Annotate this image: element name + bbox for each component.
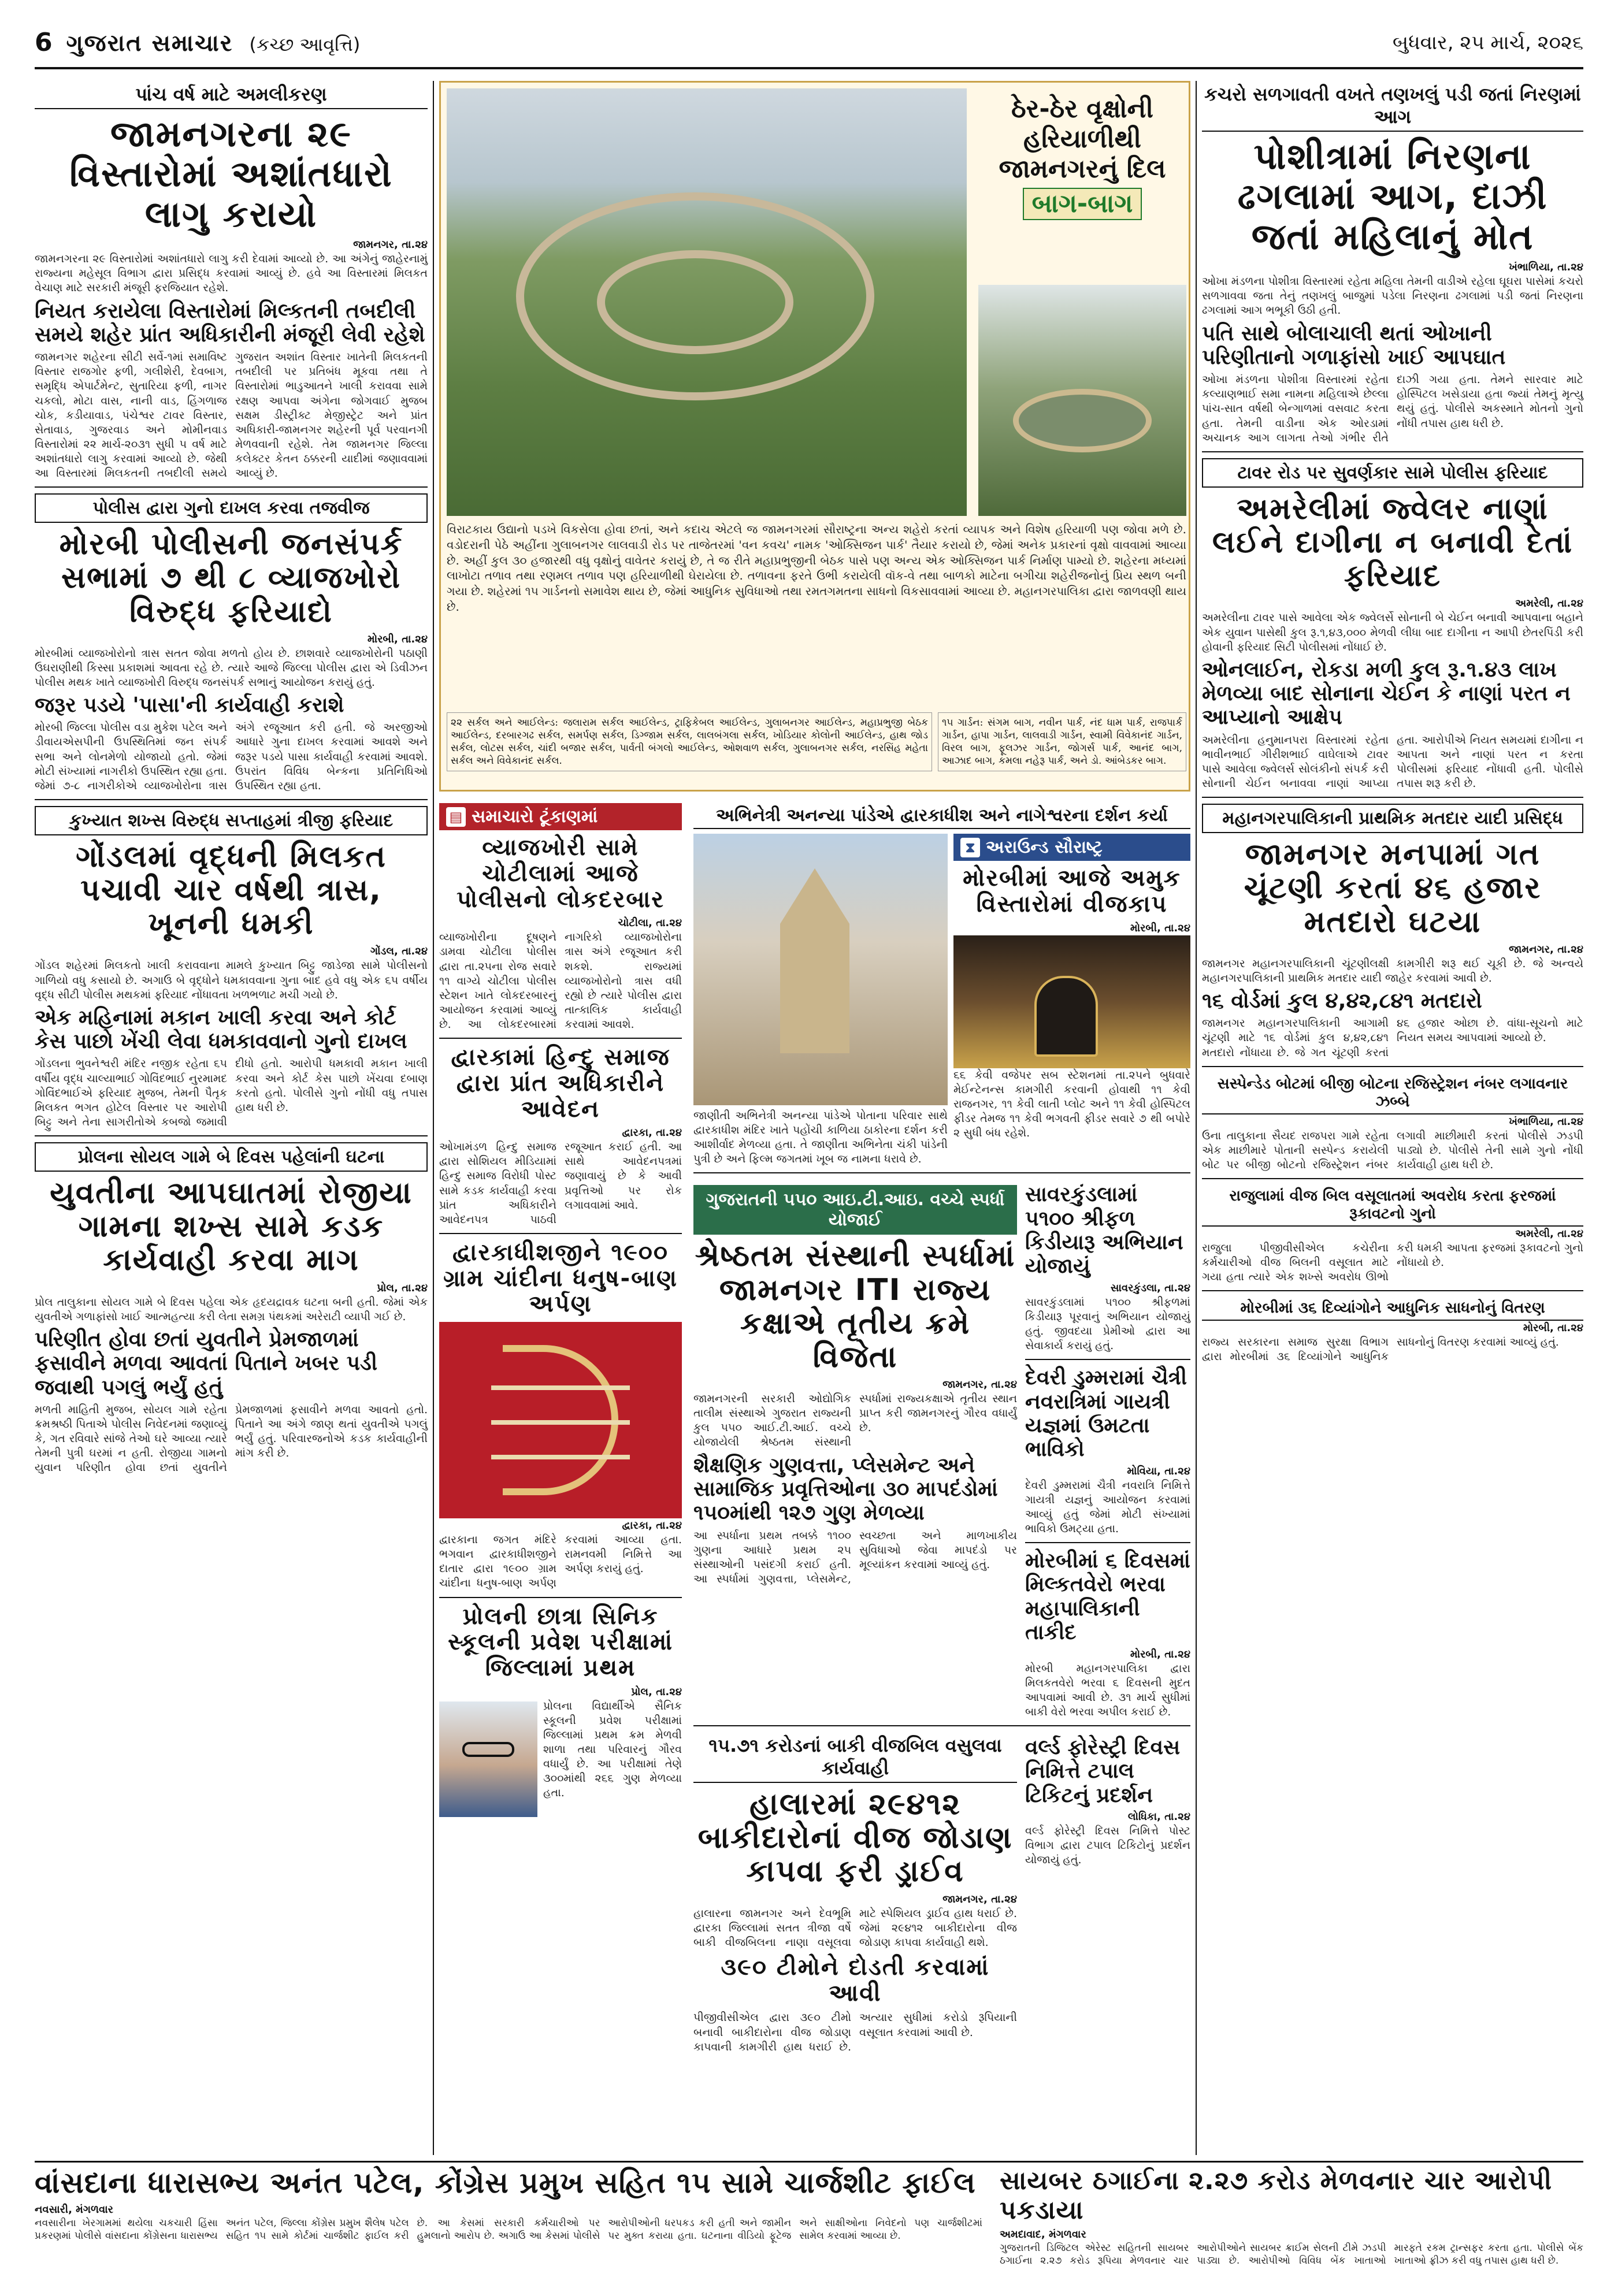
divider [1025, 1542, 1190, 1543]
story-subhead: ૧૬ વોર્ડમાં કુલ ૪,૪૨,૮૪૧ મતદારો [1202, 989, 1482, 1013]
dateline: દ્વારકા, તા.૨૪ [622, 1519, 682, 1532]
briefs-column [439, 803, 682, 1819]
dateline: જામનગર, તા.૨૪ [942, 1379, 1017, 1391]
dateline: અમદાવાદ, મંગળવાર [1000, 2228, 1086, 2241]
column-middle [439, 81, 1190, 792]
story-body: પીજીવીસીએલ દ્વારા ૩૯૦ ટીમો બનાવી બાકીદારોના વીજ જોડાણ કાપવાની કામગીરી હાથ ધરાઈ છે. અત્યાર સુધીમાં કરોડો રૂપિયાની વસૂલાત કરવામાં આવી છે. [693, 2011, 1017, 2053]
story-body: દ્વારકાના જગત મંદિરે ભગવાન દ્વારકાધીશજીને દાતાર દ્વારા ૧૯૦૦ ગ્રામ ચાંદીના ધનુષ-બાણ અર્પણ કરવામાં આવ્યા હતા. રામનવમી નિમિત્તે આ અર્પણ કરાયું હતું. [439, 1533, 682, 1590]
dateline: મોરબી, તા.૨૪ [1130, 922, 1190, 934]
story-headline: સાયબર ઠગાઈના ૨.૨૭ કરોડ મેળવનાર ચાર આરોપી પકડાયા [1000, 2166, 1553, 2225]
photo-feature [439, 81, 1190, 792]
story-body: આ સ્પર્ધાના પ્રથમ તબક્કે ૧૧૦૦ ગુણના આધારે પ્રથમ ૨૫ સંસ્થાઓની પસંદગી કરાઈ હતી. આ સ્પર્ધામાં ગુણવત્તા, પ્લેસમેન્ટ, સ્વચ્છતા અને માળખાકીય સુવિધાઓ જેવા માપદંડો પર મૂલ્યાંકન કરવામાં આવ્યું હતું. [693, 1529, 1017, 1585]
story-body: હાલારના જામનગર અને દેવભૂમિ દ્વારકા જિલ્લામાં સતત ત્રીજા વર્ષે બાકી વીજબિલના નાણા વસૂલવા માટે સ્પેશિયલ ડ્રાઈવ હાથ ધરાઈ છે. જેમાં ૨૯૪૧૨ બાકીદારોના વીજ જોડાણ કાપવા કાર્યવાહી થશે. [693, 1907, 1017, 1949]
story-body: મોરબી મહાનગરપાલિકા દ્વારા મિલકતવેરો ભરવા ૬ દિવસની મુદત આપવામાં આવી છે. ૩૧ માર્ચ સુધીમાં બાકી વેરો ભરવા અપીલ કરાઈ છે. [1025, 1662, 1190, 1718]
dateline: ખંભાળિયા, તા.૨૪ [1509, 261, 1583, 274]
story-body: રાજ્ય સરકારના સમાજ સુરક્ષા વિભાગ દ્વારા મોરબીમાં ૩૬ દિવ્યાંગોને આધુનિક સાધનોનું વિતરણ કરવામાં આવ્યું હતું. [1202, 1336, 1559, 1364]
story-subhead: જરૂર પડયે 'પાસા'ની કાર્યવાહી કરાશે [35, 693, 344, 717]
hourglass-icon: ⧗ [960, 838, 980, 857]
newspaper-icon: ▤ [446, 807, 466, 827]
dateline: જામનગર, તા.૨૪ [942, 1893, 1017, 1905]
story-kicker: કચરો સળગાવતી વખતે તણખલું પડી જતાં નિરણમાં આગ [1202, 81, 1583, 132]
divider [439, 1233, 682, 1234]
silver-bow-arrow-photo [439, 1322, 682, 1518]
story-body: જામનગર મહાનગરપાલિકાની આગામી ચૂંટણી માટે ૧૬ વોર્ડમાં કુલ ૪,૪૨,૮૪૧ મતદારો નોંધાયા છે. જે ગત ચૂંટણી કરતાં ૪૬ હજાર ઓછા છે. વાંધા-સૂચનો માટે નિયત સમય આપવામાં આવ્યો છે. [1202, 1017, 1583, 1059]
dateline: ખંભાળિયા, તા.૨૪ [1509, 1115, 1583, 1128]
story-headline: મોરબી પોલીસની જનસંપર્ક સભામાં ૭ થી ૮ વ્યાજખોરો વિરુદ્ધ ફરિયાદો [59, 527, 403, 629]
divider [35, 1135, 428, 1136]
story-headline: હાલારમાં ૨૯૪૧૨ બાકીદારોનાં વીજ જોડાણ કાપવા ફરી ડ્રાઈવ [697, 1786, 1013, 1889]
story-body: મોરબી જિલ્લા પોલીસ વડા મુકેશ પટેલ અને ડીવાયએસપીની ઉપસ્થિતિમાં જન સંપર્ક સભા અને લોનમેળો યોજાયો હતો. જેમાં મોટી સંખ્યામાં નાગરીકો ઉપસ્થિત રહ્યા હતા. જેમાં ૭-૮ નાગરીકોએ વ્યાજખોરોના ત્રાસ અંગે રજૂઆત કરી હતી. જે અરજીઓ આધારે ગુના દાખલ કરવામાં આવશે અને જરૂર પડયે પાસા કાર્યવાહી કરવામાં આવશે. ઉપરાંત વિવિધ બેન્કના પ્રતિનિધિઓ ઉપસ્થિત રહ્યા હતા. [35, 721, 428, 792]
story-kicker: ટાવર રોડ પર સુવર્ણકાર સામે પોલીસ ફરિયાદ [1202, 458, 1583, 488]
story-kicker: ગુજરાતની ૫૫૦ આઇ.ટી.આઇ. વચ્ચે સ્પર્ધા યોજાઈ [693, 1185, 1017, 1235]
story-kicker: મોરબીમાં ૩૬ દિવ્યાંગોને આધુનિક સાધનોનું વિતરણ [1202, 1297, 1583, 1321]
dateline: દ્વારકા, તા.૨૪ [622, 1127, 682, 1139]
section-label: સમાચારો ટૂંકાણમાં [472, 807, 598, 827]
story-headline: પોશીત્રામાં નિરણના ઢગલામાં આગ, દાઝી જતાં મહિલાનું મોત [1237, 135, 1548, 258]
story-lead: જામનગરના ૨૯ વિસ્તારોમાં અશાંતધારો લાગુ કરી દેવામાં આવ્યો છે. આ અંગેનું જાહેરનામું રાજ્યના મહેસૂલ વિભાગ દ્વારા પ્રસિદ્ધ કરવામાં આવ્યું છે. હવે આ વિસ્તારમાં મિલકત વેચાણ માટે સરકારી મંજૂરી ફરજિયાત રહેશે. [35, 252, 428, 295]
story-body: ગોંડલના ભુવનેશ્વરી મંદિર નજીક રહેતા ૬૫ વર્ષીય વૃદ્ધ ચાલ્યાભાઈ ગોવિંદભાઈ નુરમામદ ગોવિંદભાઈએ ફરિયાદ મુજબ, તેમની પૈતૃક મિલકત ભગત હોટેલ વિસ્તાર પર આરોપી બિટ્ટુ અને તેના સાગરીતોએ કબજો જમાવી દીધો હતો. આરોપી ધમકાવી મકાન ખાલી કરવા અને કોર્ટ કેસ પાછો ખેંચવા દબાણ કરતો હતો. પોલીસે ગુનો નોંધી વધુ તપાસ હાથ ધરી છે. [35, 1057, 428, 1128]
story-subhead: પરિણીત હોવા છતાં યુવતીને પ્રેમજાળમાં ફસાવીને મળવા આવતાં પિતાને ખબર પડી જવાથી પગલું ભર્યું હતું [35, 1327, 378, 1399]
story-headline: વ્યાજખોરી સામે ચોટીલામાં આજે પોલીસનો લોકદરબાર [457, 834, 665, 913]
dateline: પ્રોલ, તા.૨૪ [377, 1281, 428, 1294]
feature-title-highlight: બાગ-બાગ [1023, 188, 1142, 220]
story-headline: યુવતીના આપઘાતમાં રોજીયા ગામના શખ્સ સામે કડક કાર્યવાહી કરવા માગ [50, 1175, 413, 1278]
temple-spire [780, 868, 849, 1053]
walkway-path [597, 250, 793, 354]
column-right [1202, 81, 1583, 1364]
dateline: અમરેલી, તા.૨૪ [1515, 1227, 1583, 1240]
temple-caption: જાણીતી અભિનેત્રી અનન્યા પાંડેએ પોતાના પરિવાર સાથે દ્વારકાધીશ મંદિર ખાતે પહોંચી કાળિયા ઠાકોરના દર્શન કરી આશીર્વાદ મેળવ્યા હતા. તે જાણીતા અભિનેતા ચંકી પાંડેની પુત્રી છે અને ફિલ્મ જગતમાં ખૂબ જ નામના ધરાવે છે. [693, 1109, 948, 1166]
divider [439, 1597, 682, 1598]
dateline: મોવિયા, તા.૨૪ [1127, 1465, 1190, 1477]
divider [1202, 1290, 1583, 1291]
student-photo [439, 1701, 537, 1817]
story-headline: શ્રેષ્ઠતમ સંસ્થાની સ્પર્ધામાં જામનગર ITI રાજ્ય કક્ષાએ તૃતીય ક્રમે વિજેતા [695, 1239, 1016, 1375]
feature-title-line1: ઠેર-ઠેર વૃક્ષોની હરિયાળીથી [1011, 94, 1153, 154]
story-headline: સાવરકુંડલામાં ૫૧૦૦ શ્રીફળ કિડીયારૂ અભિયાન યોજાયું [1025, 1183, 1183, 1279]
story-kicker: પોલીસ દ્વારા ગુનો દાખલ કરવા તજવીજ [35, 493, 428, 523]
story-body: જામનગર શહેરના સીટી સર્વે-૧માં સમાવિષ્ટ વિસ્તાર રાજગોર ફળી, ગલીશેરી, દેવબાગ, સમૃદ્ધિ એપાર્ટમેન્ટ, સુતારિયા ફળી, નાગર ચકલો, મોટા વાસ, નાની વાડ, હિંગળાજ ચોક, કડીયાવાડ, પંચેશ્વર ટાવર વિસ્તાર, સેતાવાડ, ગુજરવાડ અને મોમીનવાડ વિસ્તારોમાં ૨૨ માર્ચ-૨૦૩૧ સુધી ૫ વર્ષ માટે અશાંતધારો લાગુ કરવામાં આવ્યો છે. જેથી આ વિસ્તારમાં મિલકતની તબદીલી સમયે ગુજરાત અશાંત વિસ્તાર ખાતેની મિલકતની તબદીલી પર પ્રતિબંધ મૂકવા તથા તે વિસ્તારોમાં ભાડુઆતને ખાલી કરાવવા સામે રક્ષણ આપવા અંગેના જોગવાઈ મુજબ સક્ષમ ડીસ્ટ્રીક્ટ મેજીસ્ટ્રેટ અને પ્રાંત અધિકારી-જામનગર શહેરની પૂર્વ પરવાનગી મેળવવાની રહેશે. તેમ જામનગર જિલ્લા કલેક્ટર કેતન ઠક્કરની યાદીમાં જણાવવામાં આવ્યું છે. [35, 351, 428, 480]
story-kicker: કુખ્યાત શખ્સ વિરુદ્ધ સપ્તાહમાં ત્રીજી ફરિયાદ [35, 806, 428, 835]
story-headline: જામનગરના ૨૯ વિસ્તારોમાં અશાંતધારો લાગુ કરાયો [69, 113, 393, 235]
arrow-shape [491, 1385, 630, 1390]
story-lead: મોરબીમાં વ્યાજખોરોનો ત્રાસ સતત જોવા મળતો હોય છે. છાશવારે વ્યાજખોરોની પઠાણી ઉઘરાણીથી કિસ્સા પ્રકાશમાં આવતા રહે છે. ત્યારે આજે જિલ્લા પોલીસ દ્વારા એ ડિવીઝન પોલીસ મથક ખાતે વ્યાજખોરી વિરુદ્ધ જનસંપર્ક સભાનું આયોજન કરાયું હતું. [35, 647, 428, 689]
section-label: અરાઉન્ડ સૌરાષ્ટ્ર [986, 837, 1103, 857]
story-body: દેવરી ડુમ્મરામાં ચૈત્રી નવરાત્રિ નિમિત્તે ગાયત્રી યજ્ઞનું આયોજન કરવામાં આવ્યું હતું જેમાં મોટી સંખ્યામાં ભાવિકો ઉમટ્યા હતા. [1025, 1478, 1190, 1535]
story-headline: મોરબીમાં આજે અમુક વિસ્તારોમાં વીજકાપ [963, 865, 1181, 917]
story-body: વ્યાજખોરીના દૂષણને ડામવા ચોટીલા પોલીસ દ્વારા તા.૨૫ના રોજ સવારે ૧૧ વાગ્યે ચોટીલા પોલીસ સ્ટેશન ખાતે લોકદરબારનું આયોજન કરવામાં આવ્યું છે. આ લોકદરબારમાં નાગરિકો વ્યાજખોરોના ત્રાસ અંગે રજૂઆત કરી શકશે. રાજ્યમાં વ્યાજખોરોનો ત્રાસ વધી રહ્યો છે ત્યારે પોલીસ દ્વારા તાત્કાલિક કાર્યવાહી કરવામાં આવશે. [439, 931, 682, 1031]
story-body: ઉના તાલુકાના સૈયદ રાજપરા ગામે રહેતા એક માછીમારે પોતાની સસ્પેન્ડ કરાયેલી બોટ પર બીજી બોટનો રજિસ્ટ્રેશન નંબર લગાવી માછીમારી કરતાં પોલીસે ઝડપી પાડ્યો છે. પોલીસે તેની સામે ગુનો નોંધી કાર્યવાહી હાથ ધરી છે. [1202, 1129, 1583, 1171]
story-headline: દેવરી ડુમ્મરામાં ચૈત્રી નવરાત્રિમાં ગાયત્રી યજ્ઞમાં ઉમટતા ભાવિકો [1025, 1366, 1187, 1462]
dateline: નવસારી, મંગળવાર [35, 2204, 113, 2216]
temple-visit-photo [693, 834, 948, 1105]
story-body: અમરેલીના હનુમાનપરા વિસ્તારમાં રહેતા ભાવીનભાઈ ગીરીશભાઈ વાઘેલાએ ટાવર પાસે આવેલા જ્વેલર્સ સોલંકીનો સંપર્ક કરી સોનાની ચેઈન બનાવવા નાણાં આપ્યા હતા. આરોપીએ નિયત સમયમાં દાગીના ન આપતા અને નાણાં પરત ન કરતા પોલીસમાં ફરિયાદ નોંધાવી હતી. પોલીસે તપાસ શરૂ કરી છે. [1202, 733, 1583, 790]
bottom-strip [35, 2161, 1583, 2276]
story-lead: જામનગર મહાનગરપાલિકાની ચૂંટણીલક્ષી કામગીરી શરૂ થઈ ચૂકી છે. જે અન્વયે મહાનગરપાલિકાની પ્રાથમિક મતદાર યાદી જાહેર કરવામાં આવી છે. [1202, 957, 1583, 984]
divider [1025, 1359, 1190, 1360]
story-body: જામનગરની સરકારી ઓદ્યોગિક તાલીમ સંસ્થાએ ગુજરાત રાજ્યની કુલ ૫૫૦ આઈ.ટી.આઈ. વચ્ચે યોજાયેલી શ્રેષ્ઠતમ સંસ્થાની સ્પર્ધામાં રાજ્યકક્ષાએ તૃતીય સ્થાન પ્રાપ્ત કરી જામનગરનું ગૌરવ વધાર્યું છે. [693, 1392, 1017, 1449]
column-divider [1196, 81, 1197, 2155]
shrine-linga [1034, 976, 1098, 1057]
dateline: મોરબી, તા.૨૪ [1523, 1322, 1583, 1335]
edition-label: (કચ્છ આવૃત્તિ) [249, 34, 361, 55]
dateline: અમરેલી, તા.૨૪ [1515, 597, 1583, 610]
story-headline: મોરબીમાં ૬ દિવસમાં મિલ્કતવેરો ભરવા મહાપાલિકાની તાકીદ [1025, 1549, 1190, 1645]
story-subhead: ૩૯૦ ટીમોને દોડતી કરવામાં આવી [721, 1953, 990, 2007]
shrine-photo [953, 935, 1190, 1068]
dateline: જામનગર, તા.૨૪ [353, 239, 428, 251]
story-headline: વર્લ્ડ ફોરેસ્ટ્રી દિવસ નિમિત્તે ટપાલ ટિકિટનું પ્રદર્શન [1025, 1735, 1181, 1807]
divider [35, 799, 428, 800]
divider [1202, 1178, 1583, 1179]
story-kicker: મહાનગરપાલિકાની પ્રાથમિક મતદાર યાદી પ્રસિદ્ધ [1202, 804, 1583, 833]
story-kicker: અભિનેત્રી અનન્યા પાંડેએ દ્વારકાધીશ અને નાગેશ્વરના દર્શન કર્યા [693, 803, 1190, 829]
story-lead: પ્રોલ તાલુકાના સોયલ ગામે બે દિવસ પહેલા એક હૃદયદ્રાવક ઘટના બની હતી. જેમાં એક યુવતીએ ગળાફાંસો ખાઈ આત્મહત્યા કરી લેતા સમગ્ર પંથકમાં અરેરાટી વ્યાપી ગઈ છે. [35, 1295, 428, 1323]
park-aerial-photo [447, 88, 967, 516]
bottom-right-story [1000, 2163, 1583, 2267]
dateline: પ્રોલ, તા.૨૪ [631, 1685, 682, 1698]
column-left [35, 81, 428, 1475]
story-headline: વાંસદાના ધારાસભ્ય અનંત પટેલ, કોંગ્રેસ પ્રમુખ સહિત ૧૫ સામે ચાર્જશીટ ફાઈલ [35, 2166, 976, 2200]
column-divider [433, 81, 434, 2155]
story-kicker: ૧૫.૭૧ કરોડનાં બાકી વીજબિલ વસુલવા કાર્યવાહી [693, 1732, 1017, 1783]
dateline: લોધિકા, તા.૨૪ [1127, 1811, 1190, 1823]
masthead-left [35, 28, 360, 57]
story-subhead: એક મહિનામાં મકાન ખાલી કરવા અને કોર્ટ કેસ પાછો ખેંચી લેવા ધમકાવવાનો ગુનો દાખલ [35, 1005, 407, 1054]
story-lead: અમરેલીના ટાવર પાસે આવેલા એક જ્વેલર્સે સોનાની બે ચેઈન બનાવી આપવાના બહાને એક યુવાન પાસેથી કુલ રૂ.૧,૪૩,૦૦૦ મેળવી લીધા બાદ દાગીના ન આપી છેતરપિંડી કરી હોવાની ફરિયાદ સિટી પોલીસમાં નોંધાઈ છે. [1202, 611, 1583, 653]
section-tag-around [953, 834, 1190, 861]
dateline: મોરબી, તા.૨૪ [1130, 1648, 1190, 1660]
story-subhead: શૈક્ષણિક ગુણવત્તા, પ્લેસમેન્ટ અને સામાજિક પ્રવૃત્તિઓના ૩૦ માપદંડોમાં ૧૫૦માંથી ૧૨૭ ગુણ મેળવ્યા [693, 1453, 998, 1525]
feature-title-line2: જામનગરનું દિલ [999, 154, 1166, 184]
circles-list: ૨૨ સર્કલ અને આઈલેન્ડ: જલારામ સર્કલ આઈલેન્ડ, ટ્રાફિકેબલ આઈલેન્ડ, ગુલાબનગર આઈલેન્ડ, મહાપ્રભુજી બેઠક આઈલેન્ડ, દરબારગઢ સર્કલ, સમર્પણ સર્કલ, ડિગ્જામ સર્કલ, લાલબંગલા સર્કલ, ખોડિયાર કોલોની આઈલેન્ડ, હાથ જોડ સર્કલ, લોટસ સર્કલ, ચાંદી બજાર સર્કલ, પાર્વતી બંગલો આઈલેન્ડ, ઓશવાળ સર્કલ, ગુલાબનગર સર્કલ, નરસિંહ મહેતા સર્કલ અને વિવેકાનંદ સર્કલ. [447, 712, 932, 771]
story-body: સાવરકુંડલામાં ૫૧૦૦ શ્રીફળમાં કિડીયારૂ પૂરવાનું અભિયાન યોજાયું હતું. જીવદયા પ્રેમીઓ દ્વારા આ સેવાકાર્ય કરાયું હતું. [1025, 1295, 1190, 1353]
story-headline: દ્વારકામાં હિન્દુ સમાજ દ્વારા પ્રાંત અધિકારીને આવેદન [451, 1043, 670, 1123]
dateline: મોરબી, તા.૨૪ [367, 633, 428, 645]
story-headline: પ્રોલની છાત્રા સિનિક સ્કૂલની પ્રવેશ પરીક્ષામાં જિલ્લામાં પ્રથમ [447, 1603, 674, 1682]
story-body: રાજુલા પીજીવીસીએલ કચેરીના કર્મચારીઓ વીજ બિલની વસૂલાત માટે ગયા હતા ત્યારે એક શખ્સે અવરોધ ઊભો કરી ધમકી આપતા ફરજમાં રૂકાવટનો ગુનો નોંધાયો છે. [1202, 1241, 1583, 1284]
gardens-list: ૧૫ ગાર્ડન: સંગમ બાગ, નવીન પાર્ક, નંદ ધામ પાર્ક, રાજપાર્ક ગાર્ડન, હાપા ગાર્ડન, લાલવાડી ગાર્ડન, સ્વામી વિવેકાનંદ ગાર્ડન, વિરલ બાગ, ફૂલઝર ગાર્ડન, જોગર્સ પાર્ક, આનંદ બાગ, આઝાદ બાગ, કમલા નહેરૂ પાર્ક, અને ડો. આંબેડકર બાગ. [938, 712, 1186, 771]
story-body: ૬૬ કેવી વજેપર સબ સ્ટેશનમાં તા.૨૫ને બુધવારે મેઈન્ટેનન્સ કામગીરી કરવાની હોવાથી ૧૧ કેવી રાજનગર, ૧૧ કેવી લાતી પ્લોટ અને ૧૧ કેવી હોસ્પિટલ ફીડર તેમજ ૧૧ કેવી ભગવતી ફીડર સવારે ૭ થી બપોરે ૨ સુધી બંધ રહેશે. [953, 1068, 1190, 1139]
feature-title [978, 94, 1186, 220]
story-body: ઓખામંડળ હિન્દુ સમાજ દ્વારા સોશિયલ મીડિયામાં હિન્દુ સમાજ વિરોધી પોસ્ટ સામે કડક કાર્યવાહી કરવા પ્રાંત અધિકારીને આવેદનપત્ર પાઠવી રજૂઆત કરાઈ હતી. આ સાથે આવેદનપત્રમાં જણાવાયું છે કે આવી પ્રવૃત્તિઓ પર રોક લગાવવામાં આવે. [439, 1140, 682, 1226]
glasses-shape [462, 1742, 514, 1757]
story-body: ગુજરાતની ડિજિટલ એરેસ્ટ સહિતની સાયબર ઠગાઈના ૨.૨૭ કરોડ રૂપિયા મેળવનાર ચાર આરોપીઓને સાયબર ક્રાઈમ સેલની ટીમે ઝડપી પાડ્યા છે. આરોપીઓ વિવિધ બેંક ખાતાઓ મારફતે રકમ ટ્રાન્સફર કરતા હતા. પોલીસે બેંક ખાતાઓ ફ્રીઝ કરી વધુ તપાસ હાથ ધરી છે. [1000, 2242, 1583, 2267]
story-headline: જામનગર મનપામાં ગત ચૂંટણી કરતાં ૪૬ હજાર મતદારો ઘટયા [1244, 837, 1542, 939]
bottom-left-story [35, 2163, 982, 2242]
story-body: પ્રોલના વિદ્યાર્થીએ સૈનિક સ્કૂલની પ્રવેશ પરીક્ષામાં જિલ્લામાં પ્રથમ ક્રમ મેળવી શાળા તથા પરિવારનું ગૌરવ વધાર્યું છે. આ પરીક્ષામાં તેણે ૩૦૦માંથી ૨૬૬ ગુણ મેળવ્યા હતા. [543, 1699, 682, 1800]
story-lead: ઓખા મંડળના પોશીત્રા વિસ્તારમાં રહેતા મહિલા તેમની વાડીએ રહેલા ઘૂઘરા પાસેમાં કચરો સળગાવવા જતા તેનું તણખલું બાજુમાં પડેલા નિરણના ઢગલામાં પડી જતાં નિરણના ઢગલામાં આગ ભભૂકી ઉઠી હતી. [1202, 275, 1583, 317]
divider [35, 486, 428, 488]
dateline: ગોંડલ, તા.૨૪ [370, 945, 428, 958]
feature-caption: વિરાટકાય ઉદ્યાનો પડખે વિકસેલા હોવા છતાં, અને કદાચ એટલે જ જામનગરમાં સૌરાષ્ટ્રના અન્ય શહેરો કરતાં વ્યાપક અને વિશેષ હરિયાળી પણ જોવા મળે છે. વડોદરાની પેઠે અહીંના ગુલાબનગર લાલવાડી રોડ પર તાજેતરમાં 'વન કવચ' નામક 'ઓક્સિજન પાર્ક' તૈયાર કરાયો છે, જેમાં અનેક પ્રકારનાં વૃક્ષો વાવવામાં આવ્યા છે. અહીં કુલ ૩૦ હજારથી વધુ વૃક્ષોનું વાવેતર કરાયું છે, તે જ રીતે મહાપ્રભુજીની બેઠક પાસે પણ અન્ય એક ઓક્સિજન પાર્ક નિર્માણ પામ્યો છે. શહેરના મધ્યમાં લાખોટા તળાવ તથા રણમલ તળાવ પણ હરિયાળીથી ઘેરાયેલા છે. તળાવના ફરતે ઉભી કરાયેલી વૉક-વે તથા બાળકો માટેના બગીચા શહેરીજનોનું પ્રિય સ્થળ બની ગયા છે. શહેરમાં ૧૫ ગાર્ડનનો સમાવેશ થાય છે, જેમાં આધુનિક સુવિધાઓ તથા રમતગમતના સાધનો વિકસાવવામાં આવ્યા છે. મહાનગરપાલિકા દ્વારા જાળવણી થાય છે. [447, 522, 1186, 614]
garden-fountain-photo [978, 285, 1186, 516]
story-kicker: રાજુલામાં વીજ બિલ વસૂલાતમાં અવરોધ કરતા ફરજમાં રૂકાવટનો ગુનો [1202, 1185, 1583, 1227]
issue-date: બુધવાર, ૨૫ માર્ચ, ૨૦૨૬ [1392, 31, 1583, 54]
story-headline: અમરેલીમાં જ્વેલર નાણાં લઈને દાગીના ન બનાવી દેતાં ફરિયાદ [1212, 491, 1574, 594]
story-lead: ગોંડલ શહેરમાં મિલકતો ખાલી કરાવવાના મામલે કુખ્યાત બિટ્ટુ જાડેજા સામે પોલીસનો ગાળિયો વધુ કસાયો છે. અગાઉ બે વૃદ્ધોને ધમકાવવાના ગુના બાદ હવે વધુ એક ૬૫ વર્ષીય વૃદ્ધ સીટી પોલીસ મથકમાં ફરિયાદ નોંધાવતા ખળભળાટ મચી ગયો છે. [35, 959, 428, 1001]
section-tag-briefs [439, 803, 682, 830]
story-subhead: પતિ સાથે બોલાચાલી થતાં ઓખાની પરિણીતાનો ગળાફાંસો ખાઈ આપઘાત [1202, 321, 1506, 369]
divider [693, 1172, 1190, 1173]
masthead [35, 23, 1583, 69]
divider [439, 1038, 682, 1039]
divider [693, 1725, 1190, 1726]
story-body: વર્લ્ડ ફોરેસ્ટ્રી દિવસ નિમિત્તે પોસ્ટ વિભાગ દ્વારા ટપાલ ટિકિટોનું પ્રદર્શન યોજાયું હતું. [1025, 1825, 1190, 1867]
arrow-shape [491, 1420, 630, 1425]
story-body: ઓખા મંડળના પોશીત્રા વિસ્તારમાં રહેતા કલ્યાણભાઈ સમા નામના મહિલાએ છેલ્લા પાંચ-સાત વર્ષથી બેન્ગાળમાં વસવાટ કરતા હતા. તેમની વાડીના એક ઓરડામાં અચાનક આગ લાગતા તેઓ ગંભીર રીતે દાઝી ગયા હતા. તેમને સારવાર માટે હોસ્પિટલ ખસેડાયા હતા જ્યાં તેમનું મૃત્યુ થયું હતું. પોલીસે અકસ્માતે મોતનો ગુનો નોંધી તપાસ હાથ ધરી છે. [1202, 373, 1583, 444]
story-subhead: ઓનલાઈન, રોકડા મળી કુલ રૂ.૧.૪૩ લાખ મેળવ્યા બાદ સોનાના ચેઈન કે નાણાં પરત ન આપ્યાનો આક્ષેપ [1202, 657, 1571, 730]
story-body: નવસારીના ખેરગામમાં થયેલા ચકચારી હિંસા પ્રકરણમાં પોલીસે વાંસદાના કોંગ્રેસના ધારાસભ્ય અનંત પટેલ, જિલ્લા કોંગ્રેસ પ્રમુખ શૈલેષ પટેલ સહિત ૧૫ સામે કોર્ટમાં ચાર્જશીટ ફાઈલ કરી છે. આ કેસમાં સરકારી કર્મચારીઓ પર હુમલાનો આરોપ છે. અગાઉ આ કેસમાં પોલીસે આરોપીઓની ધરપકડ કરી હતી અને જામીન પર મુક્ત કરાયા હતા. ઘટનાના વીડિયો ફૂટેજ અને સાક્ષીઓના નિવેદનો પણ ચાર્જશીટમાં સામેલ કરવામાં આવ્યા છે. [35, 2217, 982, 2242]
story-body: મળતી માહિતી મુજબ, સોયલ ગામે રહેતા ક્રમશ્રષ્ઠી પિતાએ પોલીસ નિવેદનમાં જણાવ્યું કે, ગત રવિવારે સાંજે તેઓ ઘરે આવ્યા ત્યારે તેમની પુત્રી ઘરમાં ન હતી. રોજીયા ગામનો યુવાન પરિણીત હોવા છતાં યુવતીને પ્રેમજાળમાં ફસાવીને મળવા આવતો હતો. પિતાને આ અંગે જાણ થતાં યુવતીએ પગલું ભર્યું હતું. પરિવારજનોએ કડક કાર્યવાહીની માંગ કરી છે. [35, 1403, 428, 1474]
page-number: 6 [35, 28, 53, 57]
paper-name: ગુજરાત સમાચાર [66, 30, 233, 57]
story-kicker: સસ્પેન્ડેડ બોટમાં બીજી બોટના રજિસ્ટ્રેશન નંબર લગાવનાર ઝબ્બે [1202, 1073, 1583, 1114]
story-headline: દ્વારકાધીશજીને ૧૯૦૦ ગ્રામ ચાંદીના ધનુષ-બાણ અર્પણ [443, 1239, 678, 1318]
arrow-shape [491, 1455, 630, 1459]
fountain-shape [1013, 389, 1152, 452]
dateline: ચોટીલા, તા.૨૪ [618, 917, 682, 930]
story-kicker: પ્રોલના સોયલ ગામે બે દિવસ પહેલાંની ઘટના [35, 1142, 428, 1172]
dateline: સાવરકુંડલા, તા.૨૪ [1110, 1281, 1190, 1294]
divider [1202, 1066, 1583, 1067]
story-kicker: પાંચ વર્ષ માટે અમલીકરણ [35, 81, 428, 109]
dateline: જામનગર, તા.૨૪ [1509, 943, 1583, 956]
center-news-column [693, 803, 1190, 2054]
story-subhead: નિયત કરાયેલા વિસ્તારોમાં મિલ્કતની તબદીલી સમયે શહેર પ્રાંત અધિકારીની મંજૂરી લેવી રહેશે [35, 299, 425, 347]
story-headline: ગોંડલમાં વૃદ્ધની મિલકત પચાવી ચાર વર્ષથી ત્રાસ, ખૂનની ધમકી [76, 839, 387, 942]
divider [1202, 797, 1583, 798]
temple-photos [693, 834, 948, 1105]
feature-lists [447, 712, 1186, 771]
divider [1202, 451, 1583, 452]
